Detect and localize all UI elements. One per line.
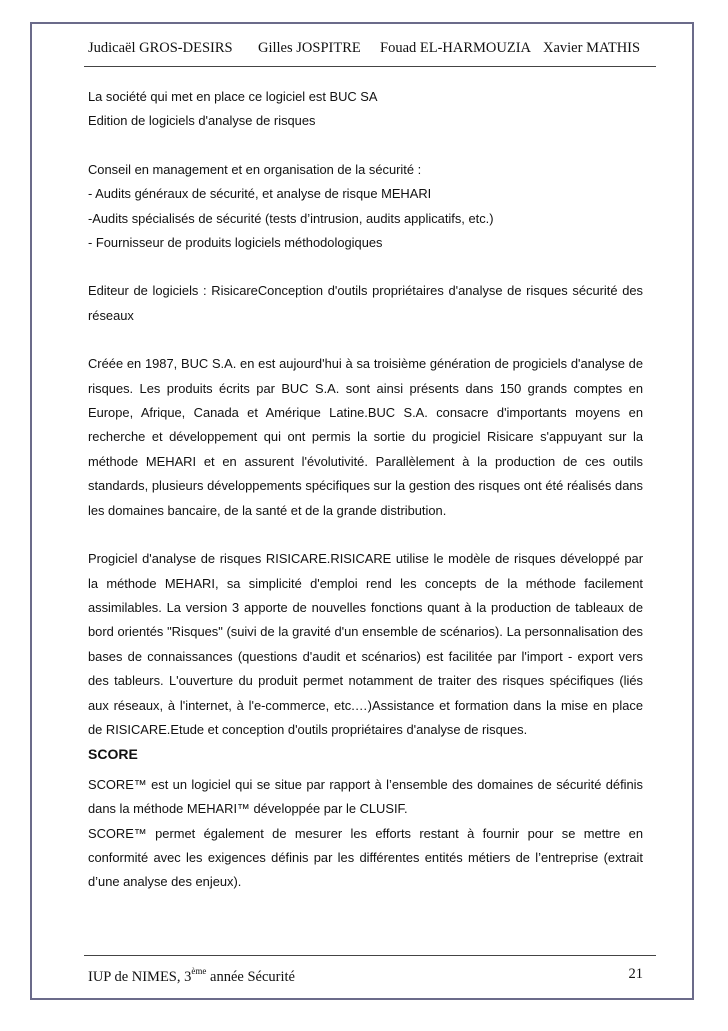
author-1: Judicaël GROS-DESIRS: [88, 40, 233, 56]
score-paragraph-1: SCORE™ est un logiciel qui se situe par rapport à l’ensemble des domaines de sécurité définis dans la méthode MEHARI™ développée par le CLUSIF.: [88, 776, 643, 817]
score-paragraph-2: SCORE™ permet également de mesurer les efforts restant à fournir pour se mettre en conformité avec les exigences définis par les différentes entités métiers de l’entreprise (extrait d’une analyse des enjeux).: [88, 825, 643, 890]
footer-institution: IUP de NIMES, 3ème année Sécurité: [88, 966, 295, 985]
conseil-title: Conseil en management et en organisation de la sécurité :: [88, 161, 422, 177]
author-2: Gilles JOSPITRE: [258, 40, 361, 56]
author-3: Fouad EL-HARMOUZIA: [380, 40, 532, 56]
page-header: [88, 40, 648, 62]
header-divider: [84, 66, 656, 67]
footer-divider: [84, 955, 656, 956]
author-4: Xavier MATHIS: [543, 40, 641, 56]
page-number: 21: [628, 966, 643, 982]
page-body: [88, 85, 643, 895]
conseil-item: - Fournisseur de produits logiciels méthodologiques: [88, 235, 383, 251]
section-heading-score: SCORE: [88, 746, 138, 763]
intro-line-2: Edition de logiciels d'analyse de risques: [88, 113, 316, 129]
creee-paragraph: Créée en 1987, BUC S.A. en est aujourd'hui à sa troisième génération de progiciels d'analyse de risques. Les produits écrits par BUC S.A. sont ainsi présents dans 150 grands comptes en Europe, Afrique, Canada et Amérique Latine.BUC S.A. consacre d'importants moyens en recherche et développement qui ont permis la sortie du progiciel Risicare s'appuyant sur la méthode MEHARI et en assurent l'évolutivité. Parallèlement à la production de ces outils standards, plusieurs développements spécifiques sur la gestion des risques ont été réalisés dans les domaines bancaire, de la santé et de la grande distribution.: [88, 356, 643, 518]
conseil-item: -Audits spécialisés de sécurité (tests d’intrusion, audits applicatifs, etc.): [88, 210, 494, 226]
conseil-item: - Audits généraux de sécurité, et analyse de risque MEHARI: [88, 186, 432, 202]
editeur-paragraph: Editeur de logiciels : RisicareConception d'outils propriétaires d'analyse de risques sécurité des réseaux: [88, 283, 643, 323]
page-footer: [88, 966, 643, 986]
intro-line-1: La société qui met en place ce logiciel est BUC SA: [88, 89, 378, 104]
progiciel-paragraph: Progiciel d'analyse de risques RISICARE.RISICARE utilise le modèle de risques développé par la méthode MEHARI, sa simplicité d'emploi rend les concepts de la méthode facilement assimilables. La version 3 apporte de nouvelles fonctions quant à la production de tableaux de bord orientés "Risques" (suivi de la gravité d'un ensemble de scénarios). La personnalisation des bases de connaissances (questions d'audit et scénarios) est facilitée par l'import - export vers des tableurs. L'ouverture du produit permet notamment de traiter des risques spécifiques (liés aux réseaux, à l'internet, à l'e-commerce, etc.…)Assistance et formation dans la mise en place de RISICARE.Etude et conception d'outils propriétaires d'analyse de risques.: [88, 551, 643, 737]
